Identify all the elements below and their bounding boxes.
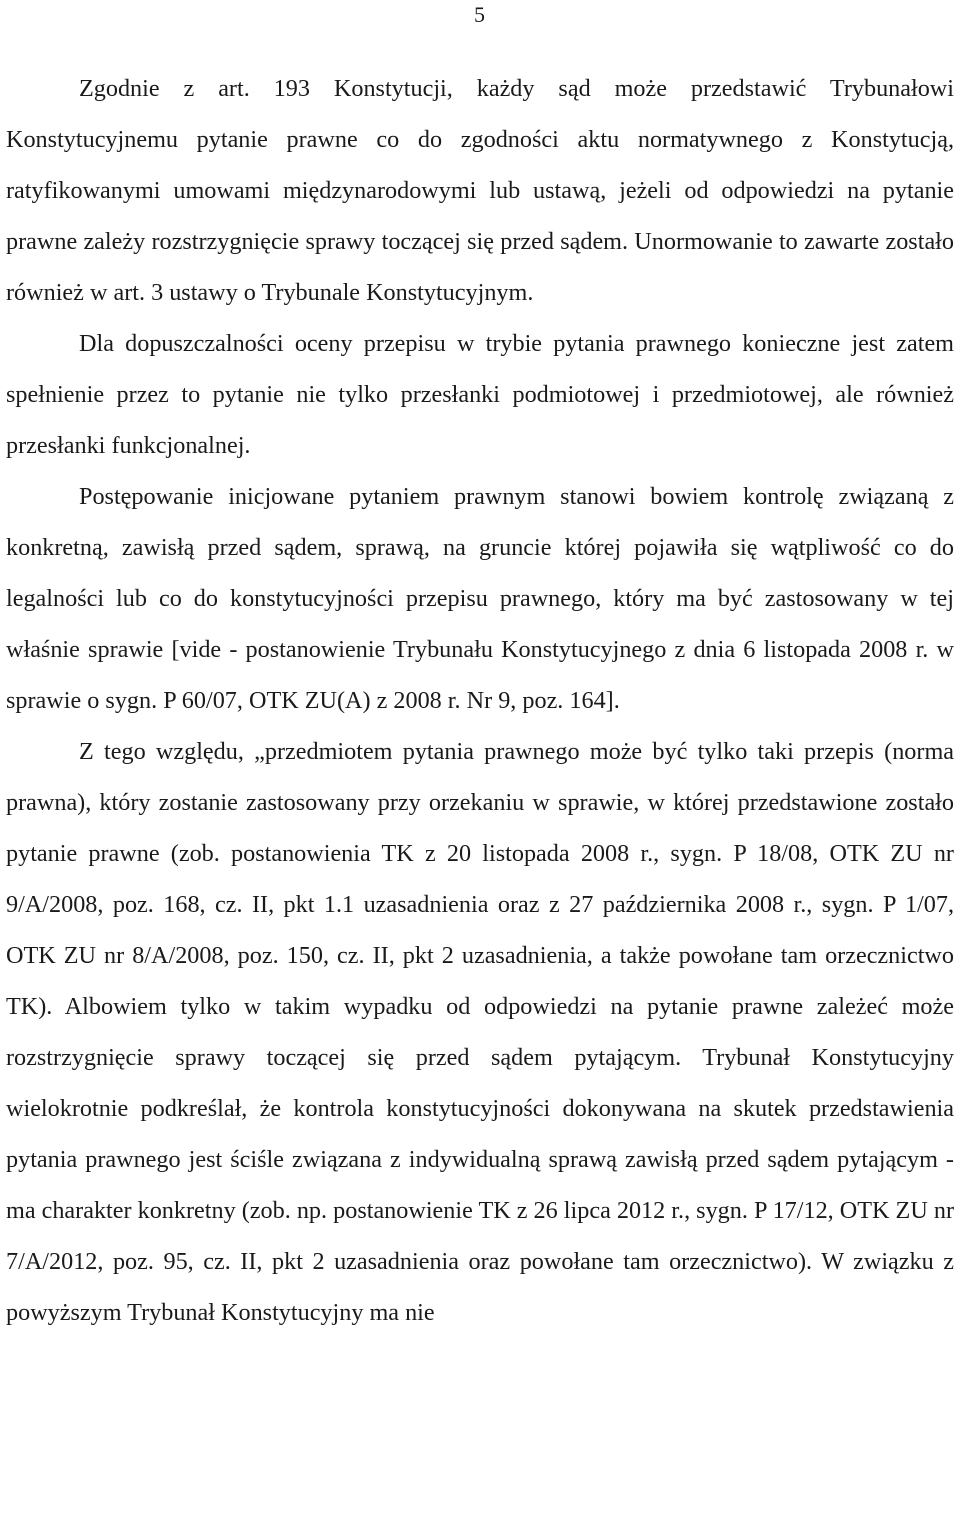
document-body [6, 63, 954, 1338]
paragraph-1: Zgodnie z art. 193 Konstytucji, każdy sąd może przedstawić Trybunałowi Konstytucyjnemu pytanie prawne co do zgodności aktu normatywnego z Konstytucją, ratyfikowanymi umowami międzynarodowymi lub ustawą, jeżeli od odpowiedzi na pytanie prawne zależy rozstrzygnięcie sprawy toczącej się przed sądem. Unormowanie to zawarte zostało również w art. 3 ustawy o Trybunale Konstytucyjnym. [6, 75, 954, 306]
paragraph-2: Dla dopuszczalności oceny przepisu w trybie pytania prawnego konieczne jest zatem spełnienie przez to pytanie nie tylko przesłanki podmiotowej i przedmiotowej, ale również przesłanki funkcjonalnej. [6, 330, 954, 459]
page-number: 5 [474, 2, 485, 27]
paragraph-3: Postępowanie inicjowane pytaniem prawnym stanowi bowiem kontrolę związaną z konkretną, zawisłą przed sądem, sprawą, na gruncie której pojawiła się wątpliwość co do legalności lub co do konstytucyjności przepisu prawnego, który ma być zastosowany w tej właśnie sprawie [vide - postanowienie Trybunału Konstytucyjnego z dnia 6 listopada 2008 r. w sprawie o sygn. P 60/07, OTK ZU(A) z 2008 r. Nr 9, poz. 164]. [6, 483, 954, 714]
paragraph-4: Z tego względu, „przedmiotem pytania prawnego może być tylko taki przepis (norma prawna), który zostanie zastosowany przy orzekaniu w sprawie, w której przedstawione zostało pytanie prawne (zob. postanowienia TK z 20 listopada 2008 r., sygn. P 18/08, OTK ZU nr 9/A/2008, poz. 168, cz. II, pkt 1.1 uzasadnienia oraz z 27 października 2008 r., sygn. P 1/07, OTK ZU nr 8/A/2008, poz. 150, cz. II, pkt 2 uzasadnienia, a także powołane tam orzecznictwo TK). Albowiem tylko w takim wypadku od odpowiedzi na pytanie prawne zależeć może rozstrzygnięcie sprawy toczącej się przed sądem pytającym. Trybunał Konstytucyjny wielokrotnie podkreślał, że kontrola konstytucyjności dokonywana na skutek przedstawienia pytania prawnego jest ściśle związana z indywidualną sprawą zawisłą przed sądem pytającym - ma charakter konkretny (zob. np. postanowienie TK z 26 lipca 2012 r., sygn. P 17/12, OTK ZU nr 7/A/2012, poz. 95, cz. II, pkt 2 uzasadnienia oraz powołane tam orzecznictwo). W związku z powyższym Trybunał Konstytucyjny ma nie [6, 738, 954, 1326]
